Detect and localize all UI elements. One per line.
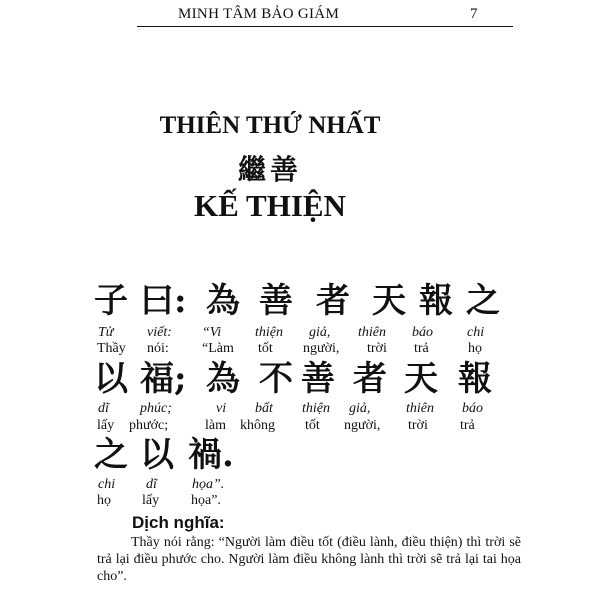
- translation-word: nói:: [147, 341, 169, 356]
- romanization-word: viết:: [147, 325, 172, 340]
- romanization-word: giả,: [309, 325, 331, 340]
- chapter-title: THIÊN THỨ NHẤT: [159, 112, 381, 139]
- romanization-word: báo: [462, 401, 483, 416]
- hanzi-char: 善: [259, 281, 293, 321]
- romanization-word: dĩ: [146, 477, 157, 492]
- hanzi-char: 為: [206, 281, 240, 321]
- romanization-word: thiện: [302, 401, 330, 416]
- hanzi-char: 以: [94, 359, 128, 399]
- page-number: 7: [470, 6, 478, 22]
- hanzi-char: 者: [316, 281, 350, 321]
- translation-word: tốt: [305, 418, 320, 433]
- hanzi-char: 者: [353, 359, 387, 399]
- meaning-heading: Dịch nghĩa:: [132, 513, 225, 532]
- hanzi-char: 之: [94, 435, 128, 475]
- translation-word: trả: [414, 341, 429, 356]
- hanzi-char: 子: [94, 281, 128, 321]
- translation-word: họa”.: [191, 493, 221, 508]
- chapter-hanzi: 繼善: [237, 153, 302, 186]
- hanzi-char: 禍.: [188, 435, 234, 475]
- translation-word: Thầy: [97, 341, 126, 356]
- translation-word: tốt: [258, 341, 273, 356]
- hanzi-char: 報: [458, 359, 492, 399]
- romanization-word: giả,: [349, 401, 371, 416]
- romanization-word: “Vi: [202, 325, 222, 340]
- hanzi-char: 以: [140, 435, 174, 475]
- chapter-name: KẾ THIỆN: [194, 188, 346, 223]
- translation-word: người,: [303, 341, 340, 356]
- header-rule: [137, 26, 513, 27]
- translation-word: “Làm: [202, 341, 234, 356]
- romanization-word: phúc;: [140, 401, 172, 416]
- book-title: MINH TÂM BẢO GIÁM: [178, 6, 340, 22]
- translation-word: trả: [460, 418, 475, 433]
- translation-word: không: [240, 418, 275, 433]
- romanization-word: thiên: [406, 401, 434, 416]
- translation-word: phước;: [129, 418, 169, 433]
- translation-word: họ: [468, 341, 482, 356]
- romanization-word: chi: [98, 477, 116, 492]
- translation-word: người,: [344, 418, 381, 433]
- translation-word: lấy: [142, 493, 160, 508]
- meaning-text: Thầy nói rằng: “Người làm điều tốt (điều lành, điều thiện) thì trời sẽ trả lại điều phước cho. Người làm điều không lành thì trời sẽ trả lại tai họa cho”.: [97, 535, 521, 584]
- translation-word: làm: [205, 418, 226, 433]
- hanzi-char: 天: [372, 281, 406, 321]
- translation-word: lấy: [97, 418, 115, 433]
- hanzi-char: 報: [419, 281, 453, 321]
- hanzi-char: 為: [206, 359, 240, 399]
- romanization-word: thiện: [255, 325, 283, 340]
- translation-word: trời: [367, 341, 387, 356]
- translation-word: họ: [97, 493, 111, 508]
- hanzi-char: 天: [404, 359, 438, 399]
- hanzi-char: 善: [301, 359, 335, 399]
- romanization-word: bất: [255, 401, 273, 416]
- hanzi-char: 之: [466, 281, 500, 321]
- romanization-word: vi: [216, 401, 227, 416]
- romanization-word: chi: [467, 325, 485, 340]
- hanzi-char: 福;: [140, 359, 187, 399]
- romanization-word: báo: [412, 325, 433, 340]
- hanzi-char: 不: [259, 359, 293, 399]
- romanization-word: Tử: [98, 325, 114, 340]
- romanization-word: họa”.: [192, 477, 225, 492]
- romanization-word: thiên: [358, 325, 386, 340]
- translation-word: trời: [408, 418, 428, 433]
- hanzi-char: 曰:: [140, 281, 187, 321]
- romanization-word: dĩ: [98, 401, 109, 416]
